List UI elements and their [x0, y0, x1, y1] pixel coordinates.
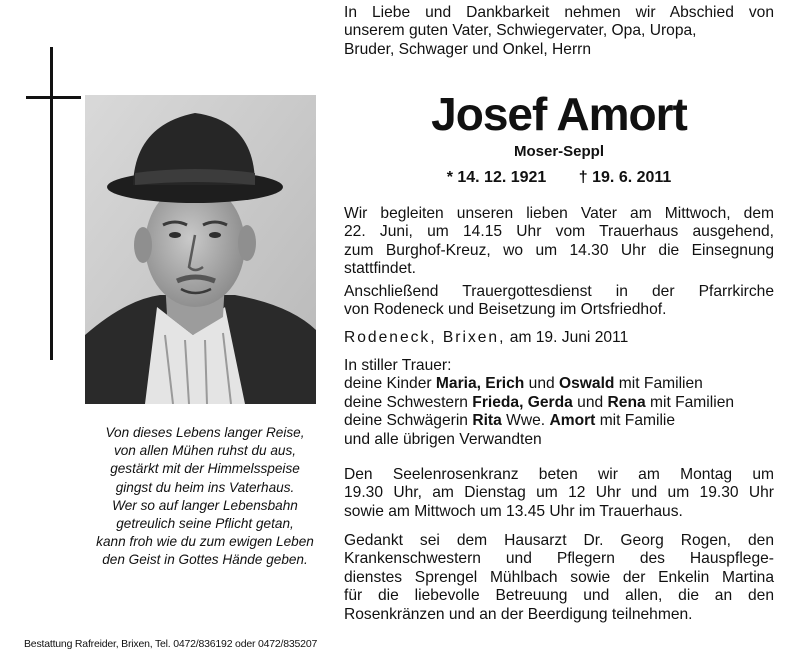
thanks-text: [344, 532, 774, 624]
poem-line: getreulich seine Pflicht getan,: [116, 516, 294, 532]
place-date: [344, 329, 774, 347]
intro-line: In Liebe und Dankbarkeit nehmen wir Abschied von: [344, 4, 774, 21]
mass-line: Anschließend Trauergottesdienst in der Pfarrkirche: [344, 283, 774, 300]
intro-line: Bruder, Schwager und Onkel, Herrn: [344, 40, 592, 58]
deceased-name: Josef Amort: [431, 88, 687, 140]
mourners-relatives: und alle übrigen Verwandten: [344, 430, 542, 448]
poem-line: Wer so auf langer Lebensbahn: [112, 497, 298, 513]
funeral-line: 22. Juni, um 14.15 Uhr vom Trauerhaus ausgehend,: [344, 223, 774, 241]
rosary-line: sowie am Mittwoch um 13.45 Uhr im Trauerhaus.: [344, 502, 683, 520]
poem-line: den Geist in Gottes Hände geben.: [102, 552, 308, 568]
life-dates: [344, 169, 774, 187]
thanks-line: Rosenkränzen und an der Beerdigung teilnehmen.: [344, 605, 693, 623]
rosary-line: 19.30 Uhr, am Dienstag um 12 Uhr und um 19.30 Uhr: [344, 484, 774, 502]
portrait-photo: [85, 95, 316, 404]
deceased-nickname: Moser-Seppl: [513, 143, 604, 160]
poem-line: gingst du heim ins Vaterhaus.: [115, 479, 295, 495]
mourners-sister-in-law: deine Schwägerin Rita Wwe. Amort mit Familie: [344, 412, 676, 430]
portrait-illustration: [85, 95, 316, 404]
poem-line: gestärkt mit der Himmelsspeise: [110, 461, 300, 477]
intro-text: [344, 4, 774, 59]
death-date: † 19. 6. 2011: [578, 169, 672, 186]
cross-horizontal-bar: [26, 96, 81, 99]
mourners-heading: In stiller Trauer:: [344, 357, 452, 374]
funeral-home-footer: Bestattung Rafreider, Brixen, Tel. 0472/836192 oder 0472/835207: [24, 638, 318, 650]
rosary-line: Den Seelenrosenkranz beten wir am Montag um: [344, 466, 774, 483]
funeral-text: [344, 205, 774, 279]
intro-line: unserem guten Vater, Schwiegervater, Opa, Uropa,: [344, 22, 697, 40]
rosary-text: [344, 466, 774, 521]
thanks-line: Gedankt sei dem Hausarzt Dr. Georg Rogen, den: [344, 532, 774, 549]
funeral-line: Wir begleiten unseren lieben Vater am Mittwoch, dem: [344, 205, 774, 222]
mourners-sisters: deine Schwestern Frieda, Gerda und Rena mit Familien: [344, 393, 735, 411]
thanks-line: für die liebevolle Betreuung und allen, die an den: [344, 587, 774, 605]
funeral-line: zum Burghof-Kreuz, wo um 14.30 Uhr die Einsegnung: [344, 241, 774, 259]
mass-text: [344, 283, 774, 320]
notice-date: am 19. Juni 2011: [509, 329, 629, 346]
thanks-line: Krankenschwestern und Pflegern des Hauspflege-: [344, 550, 774, 568]
poem-line: kann froh wie du zum ewigen Leben: [96, 534, 314, 550]
poem: [80, 424, 330, 570]
funeral-line: stattfindet.: [344, 260, 416, 278]
mass-line: von Rodeneck und Beisetzung im Ortsfriedhof.: [344, 301, 667, 319]
thanks-line: dienstes Sprengel Mühlbach sowie der Enkelin Martina: [344, 568, 774, 586]
cross-vertical-bar: [50, 47, 53, 360]
birth-date: * 14. 12. 1921: [446, 169, 547, 186]
poem-line: von allen Mühen ruhst du aus,: [113, 443, 297, 459]
mourners-children: deine Kinder Maria, Erich und Oswald mit Familien: [344, 375, 703, 393]
place-name: Rodeneck, Brixen,: [344, 329, 506, 346]
mourners: [344, 357, 774, 449]
poem-line: Von dieses Lebens langer Reise,: [105, 425, 305, 440]
